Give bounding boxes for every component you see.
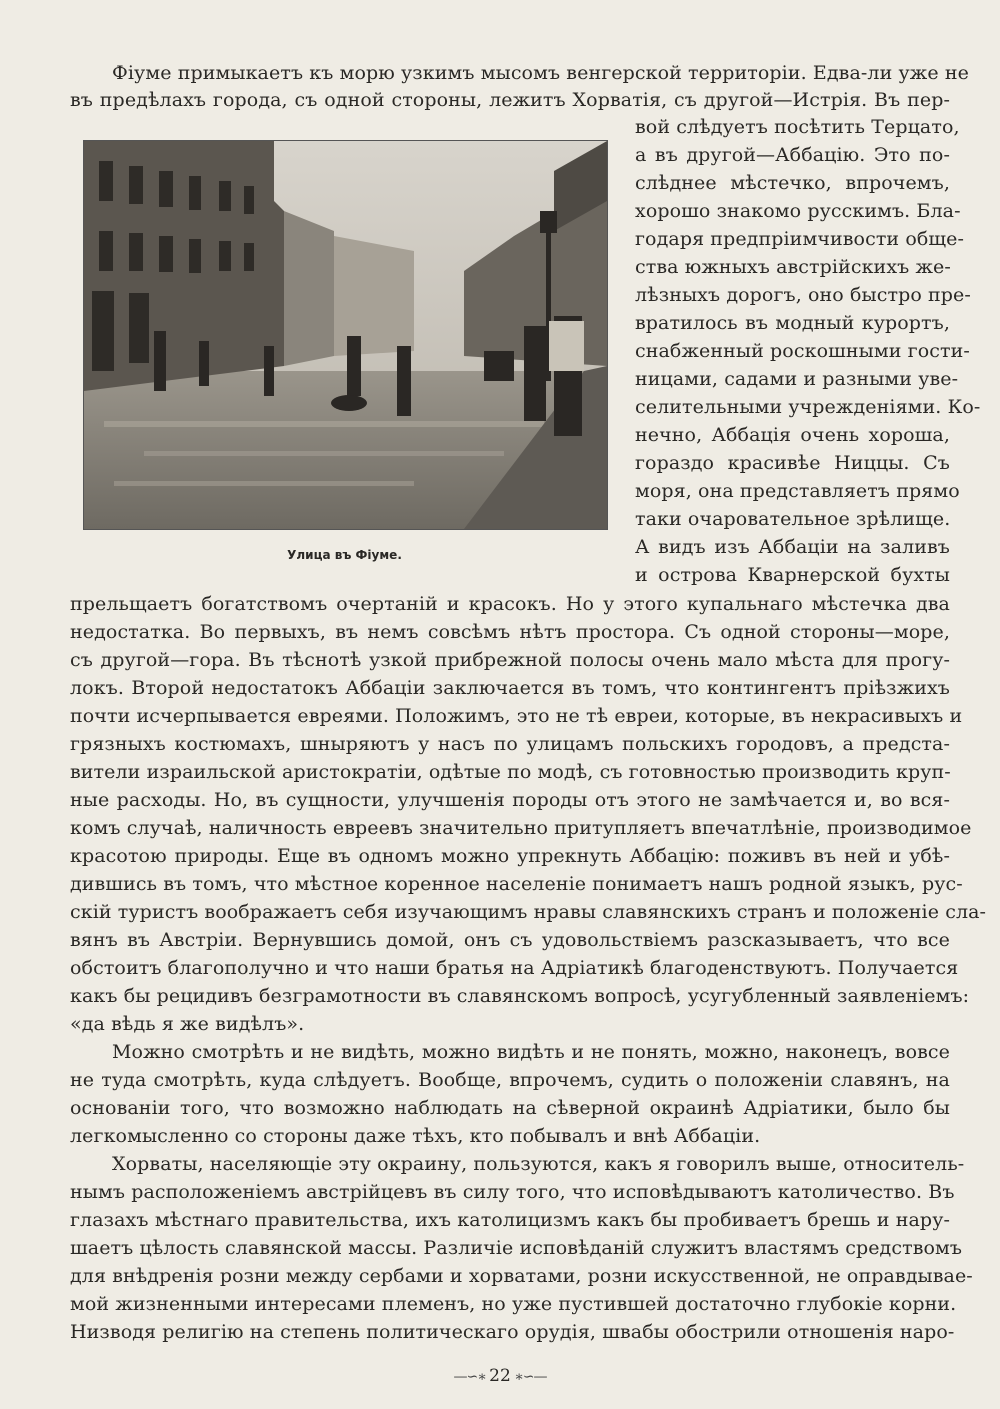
text-line: ные расходы. Но, въ сущности, улучшенія породы отъ этого не замѣчается и, во вся- — [70, 789, 950, 811]
text-line: скій туристъ воображаетъ себя изучающимъ нравы славянскихъ странъ и положеніе сла- — [70, 901, 987, 923]
text-line: вители израильской аристократіи, одѣтые по модѣ, съ готовностью производить круп- — [70, 761, 951, 783]
text-line: моря, она представляетъ прямо — [635, 480, 960, 502]
text-line: комъ случаѣ, наличность евреевъ значительно притупляетъ впечатлѣніе, производимое — [70, 817, 972, 839]
text-line: дившись въ томъ, что мѣстное коренное населеніе понимаетъ нашъ родной языкъ, рус- — [70, 873, 963, 895]
text-line: какъ бы рецидивъ безграмотности въ славянскомъ вопросѣ, усугубленный заявленіемъ: — [70, 985, 970, 1007]
text-line: хорошо знакомо русскимъ. Бла- — [635, 200, 961, 222]
text-line: для внѣдренія розни между сербами и хорватами, розни искусственной, не оправдывае- — [70, 1265, 973, 1287]
text-line: красотою природы. Еще въ одномъ можно упрекнуть Аббацію: поживъ въ ней и убѣ- — [70, 845, 950, 867]
street-photo-image — [84, 141, 607, 529]
text-line: селительными учрежденіями. Ко- — [635, 396, 981, 418]
text-line: вратилось въ модный курортъ, — [635, 312, 950, 334]
text-line: а въ другой—Аббацію. Это по- — [635, 144, 950, 166]
text-line: годаря предпріимчивости обще- — [635, 228, 965, 250]
text-line: въ предѣлахъ города, съ одной стороны, лежитъ Хорватія, съ другой—Истрія. Въ пер- — [70, 89, 950, 111]
text-line: недостатка. Во первыхъ, въ немъ совсѣмъ нѣтъ простора. Съ одной стороны—море, — [70, 621, 950, 643]
text-line: шаетъ цѣлость славянской массы. Различіе исповѣданій служитъ властямъ средствомъ — [70, 1237, 963, 1259]
text-line: легкомысленно со стороны даже тѣхъ, кто побывалъ и внѣ Аббаціи. — [70, 1125, 761, 1147]
text-line: Низводя религію на степень политическаго орудія, швабы обострили отношенія наро- — [70, 1321, 955, 1343]
text-line: и острова Кварнерской бухты — [635, 564, 950, 586]
photo-caption: Улица въ Фіуме. — [287, 548, 402, 562]
text-line: ницами, садами и разными уве- — [635, 368, 959, 390]
text-line: не туда смотрѣть, куда слѣдуетъ. Вообще, впрочемъ, судить о положеніи славянъ, на — [70, 1069, 950, 1091]
page-number — [0, 1366, 1000, 1386]
text-line: грязныхъ костюмахъ, шныряютъ у насъ по улицамъ польскихъ городовъ, а предста- — [70, 733, 950, 755]
text-line: лѣзныхъ дорогъ, оно быстро пре- — [635, 284, 971, 306]
text-line: Хорваты, населяющіе эту окраину, пользуются, какъ я говорилъ выше, относитель- — [112, 1153, 965, 1175]
text-line: почти исчерпывается евреями. Положимъ, это не тѣ евреи, которые, въ некрасивыхъ и — [70, 705, 963, 727]
text-line: слѣднее мѣстечко, впрочемъ, — [635, 172, 950, 194]
text-line: мой жизненными интересами племенъ, но уже пустившей достаточно глубокіе корни. — [70, 1293, 957, 1315]
ornament-right-icon: ∗∽— — [510, 1369, 547, 1385]
street-photo — [83, 140, 608, 530]
text-line: ства южныхъ австрійскихъ же- — [635, 256, 951, 278]
text-line: обстоитъ благополучно и что наши братья на Адріатикѣ благоденствуютъ. Получается — [70, 957, 959, 979]
text-line: вянъ въ Австріи. Вернувшись домой, онъ съ удовольствіемъ разсказываетъ, что все — [70, 929, 950, 951]
text-line: прельщаетъ богатствомъ очертаній и красокъ. Но у этого купальнаго мѣстечка два — [70, 593, 950, 615]
text-line: локъ. Второй недостатокъ Аббаціи заключается въ томъ, что контингентъ пріѣзжихъ — [70, 677, 950, 699]
text-line: Фіуме примыкаетъ къ морю узкимъ мысомъ венгерской территоріи. Едва-ли уже не — [112, 62, 969, 84]
ornament-left-icon: —∽∗ — [453, 1369, 490, 1385]
text-line: вой слѣдуетъ посѣтить Терцато, — [635, 116, 960, 138]
text-line: таки очаровательное зрѣлище. — [635, 508, 951, 530]
text-line: нымъ расположеніемъ австрійцевъ въ силу того, что исповѣдываютъ католичество. Въ — [70, 1181, 955, 1203]
text-line: основаніи того, что возможно наблюдать на сѣверной окраинѣ Адріатики, было бы — [70, 1097, 950, 1119]
text-line: гораздо красивѣе Ниццы. Съ — [635, 452, 950, 474]
text-line: нечно, Аббація очень хороша, — [635, 424, 950, 446]
text-line: «да вѣдь я же видѣлъ». — [70, 1013, 305, 1035]
text-line: Можно смотрѣть и не видѣть, можно видѣть и не понять, можно, наконецъ, вовсе — [112, 1041, 950, 1063]
text-line: снабженный роскошными гости- — [635, 340, 970, 362]
page-number-text: 22 — [489, 1366, 511, 1386]
text-line: съ другой—гора. Въ тѣснотѣ узкой прибрежной полосы очень мало мѣста для прогу- — [70, 649, 950, 671]
text-line: А видъ изъ Аббаціи на заливъ — [635, 536, 950, 558]
text-line: глазахъ мѣстнаго правительства, ихъ католицизмъ какъ бы пробиваетъ брешь и нару- — [70, 1209, 950, 1231]
